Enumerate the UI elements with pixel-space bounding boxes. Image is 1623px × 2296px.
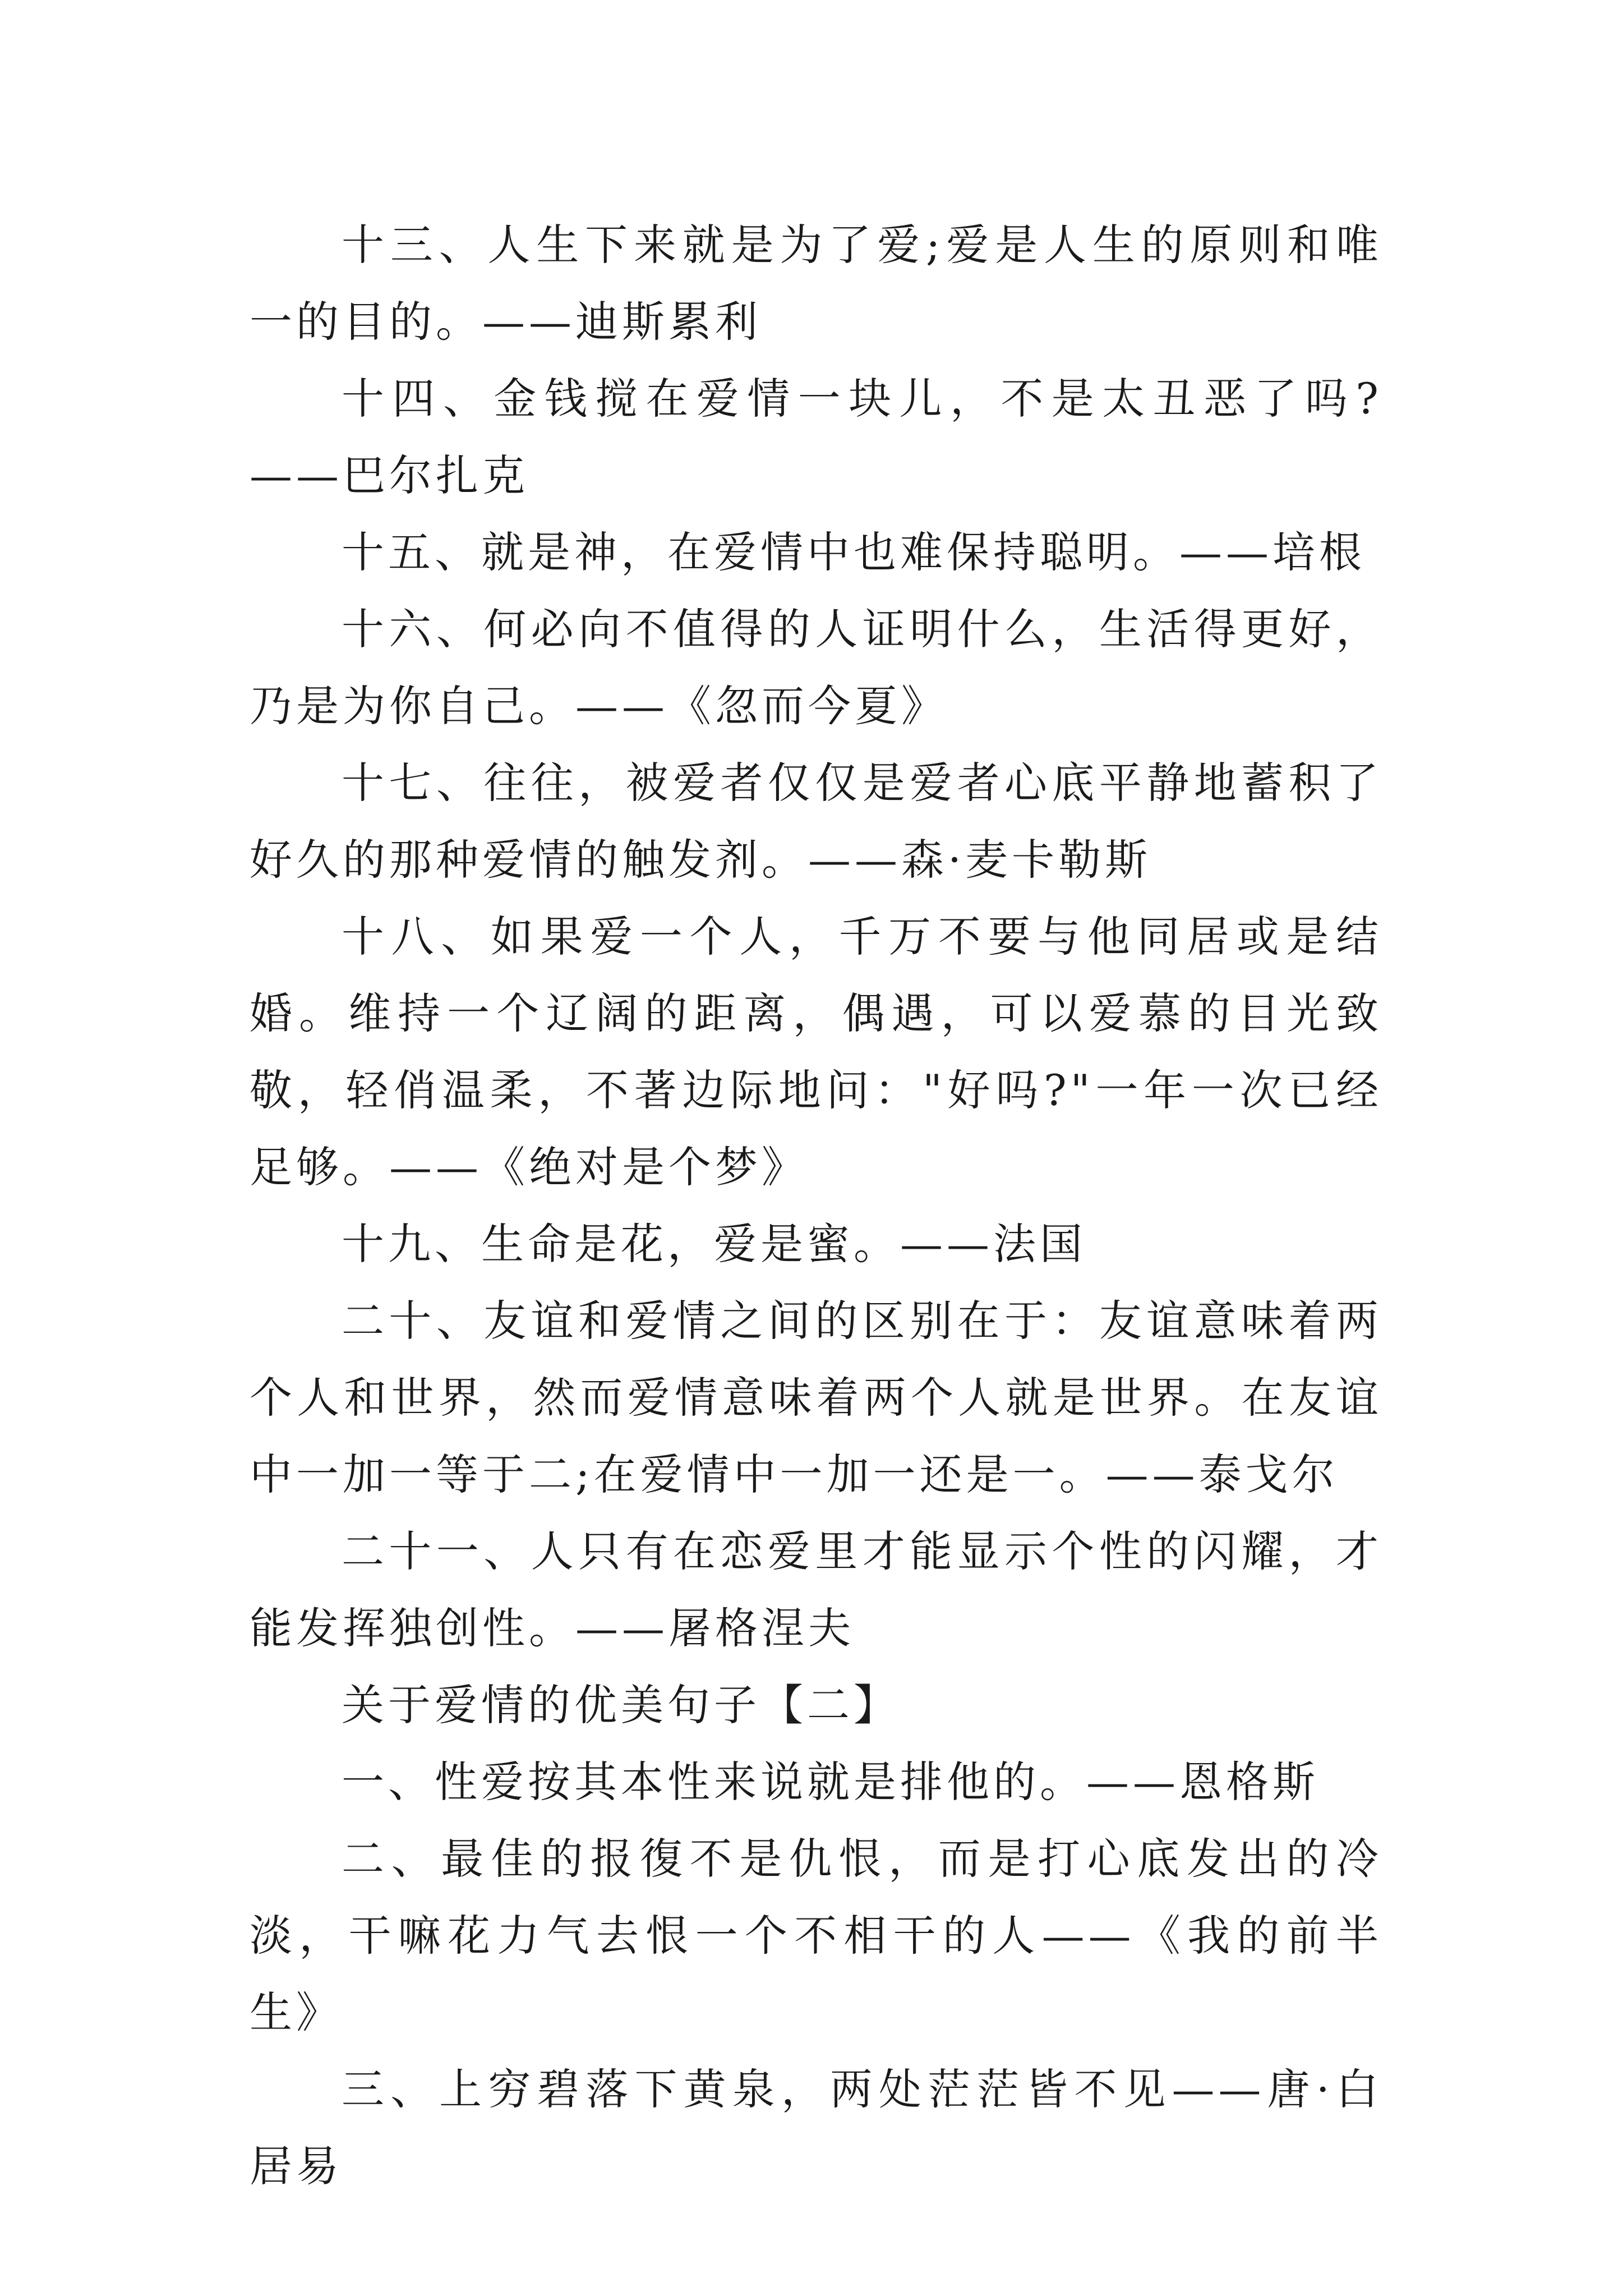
paragraph-19: 十九、生命是花，爱是蜜。——法国 — [342, 1219, 1086, 1269]
paragraph-1: 一、性爱按其本性来说就是排他的。——恩格斯 — [342, 1757, 1319, 1807]
paragraph-3: 三、上穷碧落下黄泉，两处茫茫皆不见——唐·白居易 — [250, 2064, 1382, 2191]
paragraph-14: 十四、金钱搅在爱情一块儿，不是太丑恶了吗?——巴尔扎克 — [250, 374, 1382, 500]
paragraph-15: 十五、就是神，在爱情中也难保持聪明。——培根 — [342, 527, 1366, 577]
paragraph-13: 十三、人生下来就是为了爱;爱是人生的原则和唯一的目的。——迪斯累利 — [250, 220, 1382, 347]
paragraph-18: 十八、如果爱一个人，千万不要与他同居或是结婚。维持一个辽阔的距离，偶遇，可以爱慕的目光致敬，轻俏温柔，不著边际地问："好吗?"一年一次已经足够。——《绝对是个梦》 — [250, 912, 1382, 1192]
paragraph-21: 二十一、人只有在恋爱里才能显示个性的闪耀，才能发挥独创性。——屠格涅夫 — [250, 1526, 1382, 1653]
paragraph-17: 十七、往往，被爱者仅仅是爱者心底平静地蓄积了好久的那种爱情的触发剂。——森·麦卡勒斯 — [250, 758, 1382, 885]
paragraph-2: 二、最佳的报復不是仇恨，而是打心底发出的冷淡，干嘛花力气去恨一个不相干的人——《我的前半生》 — [250, 1834, 1382, 2037]
document-body — [250, 206, 1382, 2205]
paragraph-16: 十六、何必向不值得的人证明什么，生活得更好，乃是为你自己。——《忽而今夏》 — [250, 604, 1382, 731]
section-heading: 关于爱情的优美句子【二】 — [342, 1680, 900, 1730]
paragraph-20: 二十、友谊和爱情之间的区别在于：友谊意味着两个人和世界，然而爱情意味着两个人就是世界。在友谊中一加一等于二;在爱情中一加一还是一。——泰戈尔 — [250, 1296, 1382, 1499]
